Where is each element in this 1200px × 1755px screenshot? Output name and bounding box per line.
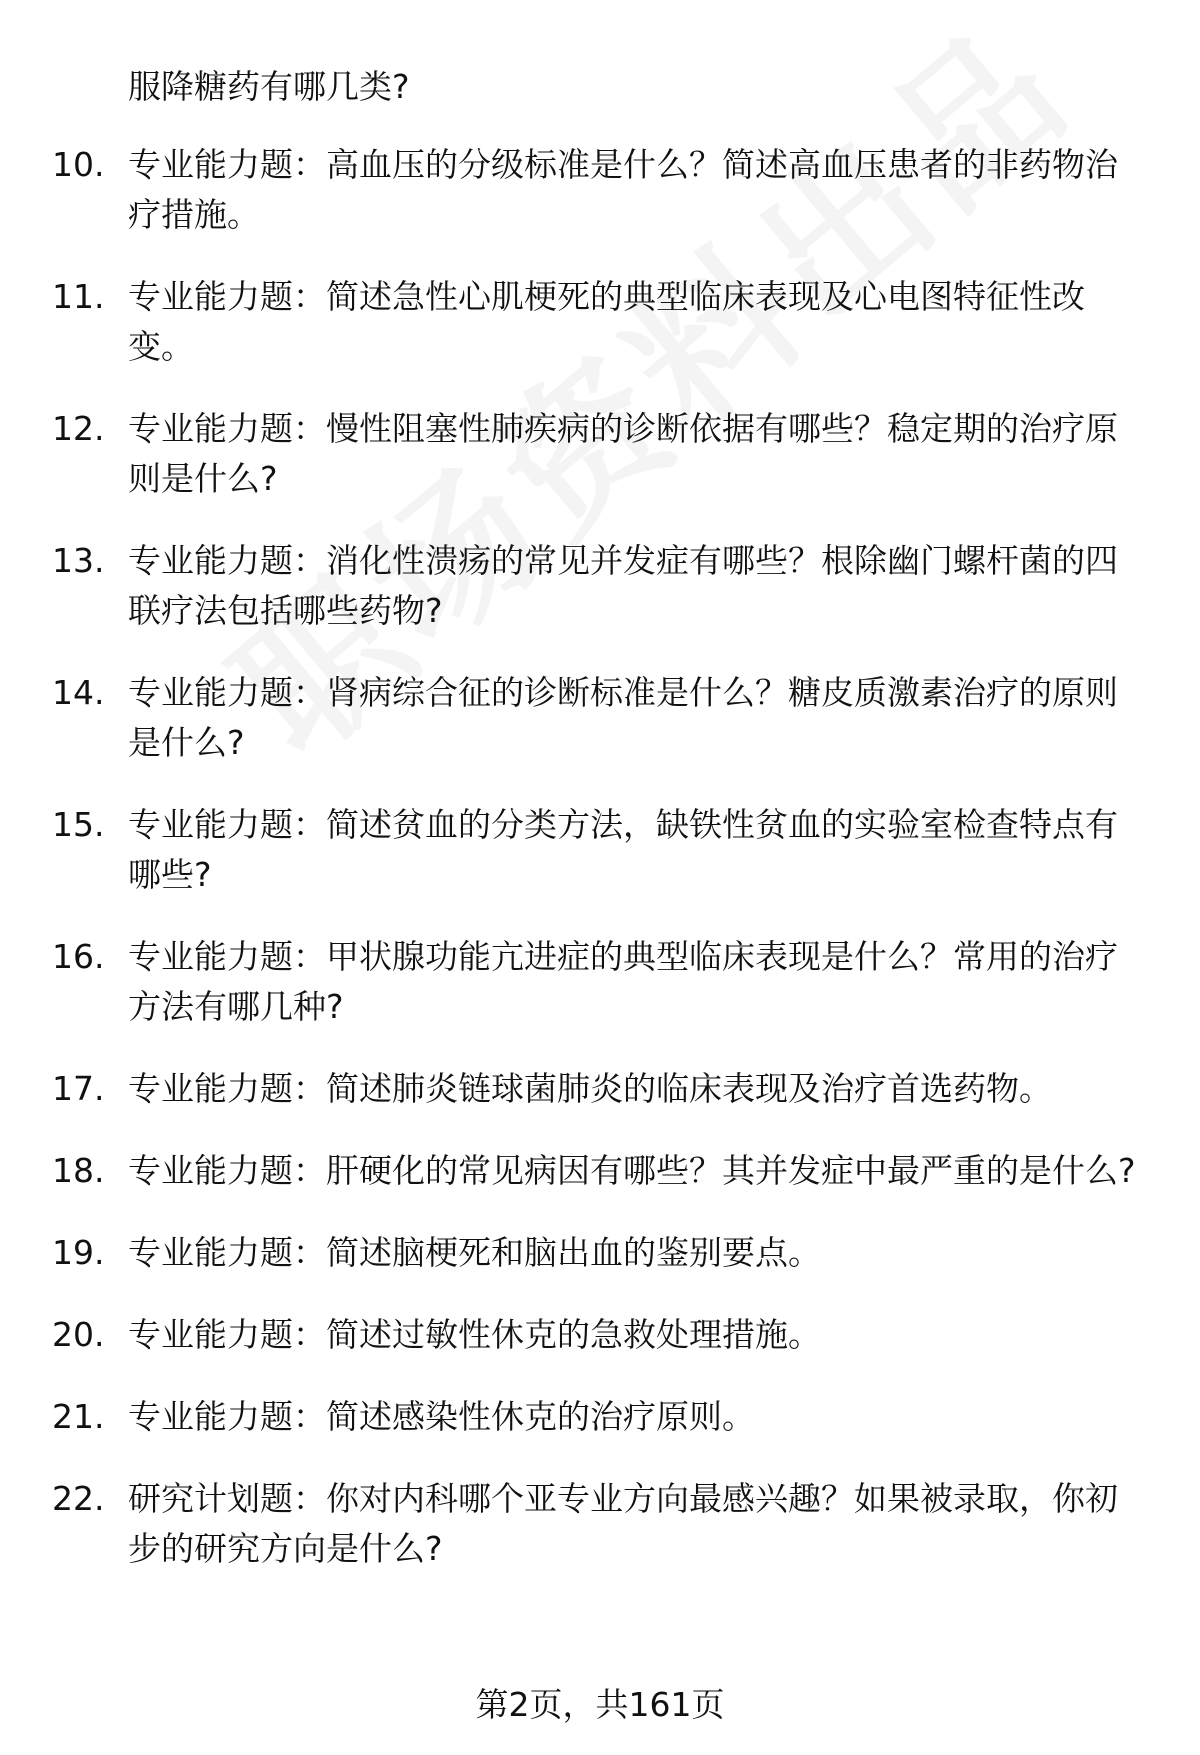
question-text: 专业能力题：消化性溃疡的常见并发症有哪些？根除幽门螺杆菌的四联疗法包括哪些药物? [128, 541, 1118, 630]
question-item [0, 668, 1200, 768]
question-item [0, 140, 1200, 240]
question-number: 12. [52, 409, 105, 448]
question-number: 15. [52, 805, 105, 844]
question-text: 专业能力题：肾病综合征的诊断标准是什么？糖皮质激素治疗的原则是什么? [128, 673, 1118, 762]
question-number: 20. [52, 1315, 105, 1354]
question-text: 专业能力题：简述肺炎链球菌肺炎的临床表现及治疗首选药物。 [128, 1069, 1052, 1108]
question-text: 专业能力题：简述急性心肌梗死的典型临床表现及心电图特征性改变。 [128, 277, 1085, 366]
question-text: 专业能力题：慢性阻塞性肺疾病的诊断依据有哪些？稳定期的治疗原则是什么? [128, 409, 1118, 498]
question-number: 22. [52, 1479, 105, 1518]
page-footer: 第2页，共161页 [475, 1685, 725, 1724]
question-text: 专业能力题：简述贫血的分类方法，缺铁性贫血的实验室检查特点有哪些? [128, 805, 1118, 894]
question-item [0, 1146, 1200, 1196]
question-item [0, 932, 1200, 1032]
question-item [0, 1392, 1200, 1442]
question-text: 专业能力题：简述感染性休克的治疗原则。 [128, 1397, 755, 1436]
question-list [0, 140, 1200, 1606]
question-number: 11. [52, 277, 105, 316]
question-number: 13. [52, 541, 105, 580]
continuation-text: 服降糖药有哪几类? [128, 67, 410, 106]
question-number: 10. [52, 145, 105, 184]
question-text: 专业能力题：简述脑梗死和脑出血的鉴别要点。 [128, 1233, 821, 1272]
question-item [0, 800, 1200, 900]
question-item [0, 1474, 1200, 1574]
question-text: 专业能力题：高血压的分级标准是什么？简述高血压患者的非药物治疗措施。 [128, 145, 1118, 234]
question-number: 17. [52, 1069, 105, 1108]
question-item [0, 272, 1200, 372]
question-text: 研究计划题：你对内科哪个亚专业方向最感兴趣？如果被录取，你初步的研究方向是什么? [128, 1479, 1118, 1568]
question-item [0, 1310, 1200, 1360]
question-item [0, 1228, 1200, 1278]
question-text: 专业能力题：简述过敏性休克的急救处理措施。 [128, 1315, 821, 1354]
question-item [0, 404, 1200, 504]
question-number: 16. [52, 937, 105, 976]
question-number: 19. [52, 1233, 105, 1272]
question-item [0, 1064, 1200, 1114]
question-number: 18. [52, 1151, 105, 1190]
question-number: 21. [52, 1397, 105, 1436]
question-number: 14. [52, 673, 105, 712]
question-text: 专业能力题：甲状腺功能亢进症的典型临床表现是什么？常用的治疗方法有哪几种? [128, 937, 1118, 1026]
question-text: 专业能力题：肝硬化的常见病因有哪些？其并发症中最严重的是什么? [128, 1151, 1136, 1190]
question-item [0, 536, 1200, 636]
